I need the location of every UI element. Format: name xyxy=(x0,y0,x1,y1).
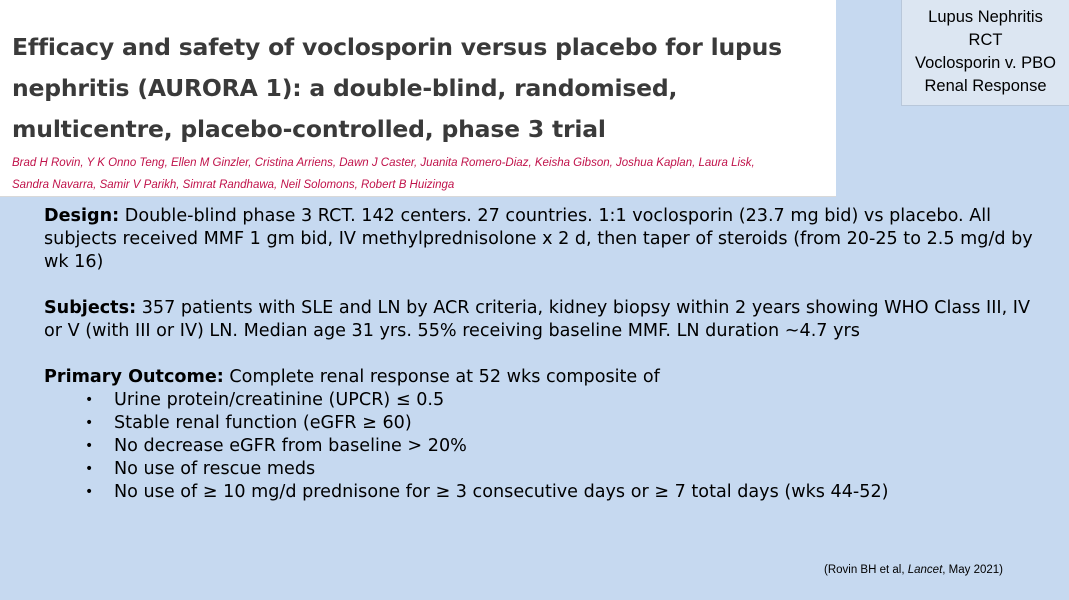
subjects-section xyxy=(44,297,1044,343)
author-line: Brad H Rovin, Y K Onno Teng, Ellen M Ginzler, Cristina Arriens, Dawn J Caster, Juanita Romero-Diaz, Keisha Gibson, Joshua Kaplan, Laura Lisk, xyxy=(12,157,755,169)
primary-outcome-label: Primary Outcome: xyxy=(44,367,224,387)
bullet-icon: • xyxy=(85,484,94,500)
list-item-text: No use of ≥ 10 mg/d prednisone for ≥ 3 consecutive days or ≥ 7 total days (wks 44-52) xyxy=(114,482,889,502)
tag-line: RCT xyxy=(968,31,1003,49)
list-item xyxy=(44,435,1044,458)
design-text: Double-blind phase 3 RCT. 142 centers. 27 countries. 1:1 voclosporin (23.7 mg bid) vs placebo. All subjects received MMF 1 gm bid, IV methylprednisolone x 2 d, then taper of steroids (from 20-25 to 2.5 mg/d by wk 16) xyxy=(44,206,1033,272)
outcome-criteria-list xyxy=(44,389,1044,504)
topic-tag-box xyxy=(901,0,1069,106)
list-item-text: Urine protein/creatinine (UPCR) ≤ 0.5 xyxy=(114,390,445,410)
author-line: Sandra Navarra, Samir V Parikh, Simrat Randhawa, Neil Solomons, Robert B Huizinga xyxy=(12,179,455,191)
tag-line: Renal Response xyxy=(924,77,1047,95)
primary-outcome-section xyxy=(44,366,1044,504)
citation-suffix: , May 2021) xyxy=(942,564,1003,576)
paper-header xyxy=(0,0,836,197)
subjects-text: 357 patients with SLE and LN by ACR criteria, kidney biopsy within 2 years showing WHO Class III, IV or V (with III or IV) LN. Median age 31 yrs. 55% receiving baseline MMF. LN duration ~4.7 yrs xyxy=(44,298,1031,341)
list-item-text: No use of rescue meds xyxy=(114,459,316,479)
paper-title xyxy=(12,27,812,150)
list-item-text: No decrease eGFR from baseline > 20% xyxy=(114,436,467,456)
bullet-icon: • xyxy=(85,438,94,454)
bullet-icon: • xyxy=(85,392,94,408)
subjects-label: Subjects: xyxy=(44,298,137,318)
bullet-icon: • xyxy=(85,461,94,477)
bullet-icon: • xyxy=(85,415,94,431)
slide-content xyxy=(44,205,1044,527)
list-item xyxy=(44,481,1044,504)
citation-prefix: (Rovin BH et al, xyxy=(824,564,908,576)
design-section xyxy=(44,205,1044,274)
primary-outcome-text: Complete renal response at 52 wks composite of xyxy=(223,367,660,387)
list-item xyxy=(44,389,1044,412)
citation xyxy=(824,562,1054,578)
paper-title-line: Efficacy and safety of voclosporin versus placebo for lupus xyxy=(12,33,782,61)
paper-title-line: nephritis (AURORA 1): a double-blind, randomised, xyxy=(12,74,678,102)
list-item-text: Stable renal function (eGFR ≥ 60) xyxy=(114,413,412,433)
tag-line: Lupus Nephritis xyxy=(928,8,1043,26)
list-item xyxy=(44,458,1044,481)
tag-line: Voclosporin v. PBO xyxy=(915,54,1056,72)
paper-title-line: multicentre, placebo-controlled, phase 3 trial xyxy=(12,115,606,143)
list-item xyxy=(44,412,1044,435)
citation-journal: Lancet xyxy=(907,564,943,576)
design-label: Design: xyxy=(44,206,120,226)
paper-authors xyxy=(12,152,827,196)
